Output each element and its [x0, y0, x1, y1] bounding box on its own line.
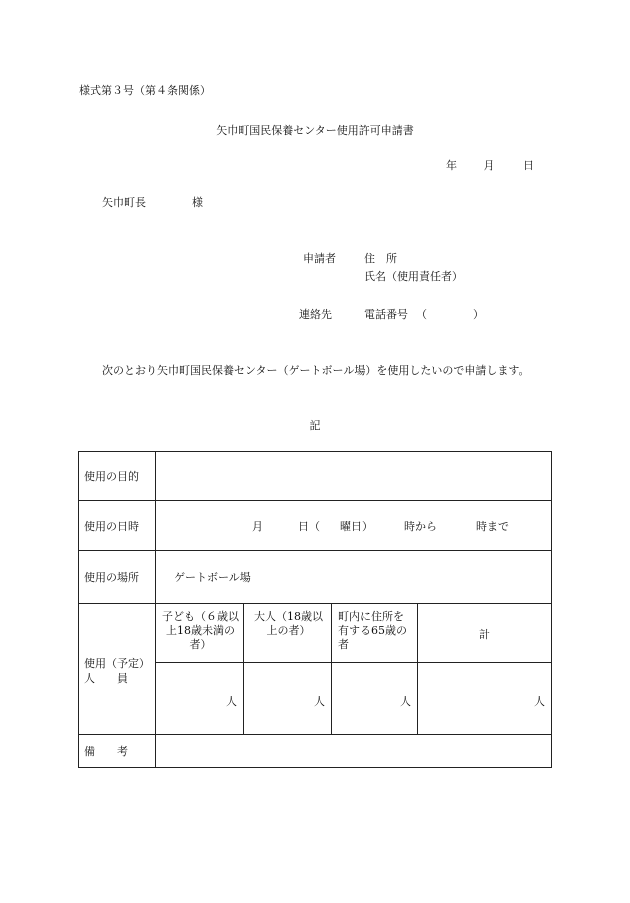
place-value: ゲートボール場 — [174, 571, 251, 584]
datetime-until: 時まで — [476, 520, 509, 533]
ki-heading: 記 — [309, 419, 321, 432]
purpose-label: 使用の目的 — [79, 452, 156, 500]
date-month-label: 月 — [483, 159, 495, 172]
unit-label: 人 — [400, 695, 411, 708]
people-header-seniors — [332, 604, 418, 663]
purpose-field[interactable] — [156, 452, 551, 500]
datetime-month: 月 — [252, 520, 263, 533]
contact-phone — [364, 306, 484, 322]
document-title: 矢巾町国民保養センター使用許可申請書 — [216, 124, 414, 137]
place-label: 使用の場所 — [79, 551, 156, 603]
purpose-row — [78, 451, 552, 501]
people-header-total-text: 計 — [479, 628, 490, 641]
applicant-label: 申請者 — [303, 252, 336, 265]
unit-label: 人 — [534, 695, 545, 708]
people-header-adults-text: 大人（18歳以上の者） — [254, 610, 323, 637]
datetime-weekday: 曜日） — [340, 520, 373, 533]
place-field[interactable] — [156, 551, 551, 603]
unit-label: 人 — [226, 695, 237, 708]
form-number: 様式第３号（第４条関係） — [79, 84, 211, 97]
addressee — [102, 194, 203, 210]
date-line — [446, 157, 534, 173]
people-count-adults[interactable] — [244, 663, 332, 734]
people-header-children — [156, 604, 244, 663]
people-header-total — [418, 604, 551, 663]
people-count-children[interactable] — [156, 663, 244, 734]
phone-label: 電話番号 — [364, 308, 408, 321]
place-row — [78, 550, 552, 604]
people-label-cell — [79, 604, 156, 734]
applicant-address-label: 住 所 — [364, 252, 397, 265]
unit-label: 人 — [314, 695, 325, 708]
applicant-name-label: 氏名（使用責任者） — [364, 270, 463, 283]
date-year-label: 年 — [446, 159, 457, 172]
phone-paren-open: （ — [416, 308, 427, 321]
datetime-label: 使用の日時 — [79, 501, 156, 550]
people-grid — [156, 604, 551, 734]
remarks-label: 備 考 — [79, 735, 156, 767]
people-header-seniors-text: 町内に住所を有する65歳の者 — [338, 610, 407, 651]
datetime-from: 時から — [404, 520, 437, 533]
addressee-honorific: 様 — [192, 196, 203, 209]
phone-paren-close: ） — [473, 308, 484, 321]
datetime-day: 日（ — [298, 520, 320, 533]
people-header-adults — [244, 604, 332, 663]
remarks-row — [78, 734, 552, 768]
people-label: 使用（予定）人 員 — [84, 657, 150, 685]
people-header-children-text: 子ども（６歳以上18歳未満の者） — [162, 610, 239, 651]
date-day-label: 日 — [523, 159, 534, 172]
request-text: 次のとおり矢巾町国民保養センター（ゲートボール場）を使用したいので申請します。 — [102, 364, 530, 377]
addressee-name: 矢巾町長 — [102, 196, 146, 209]
people-count-total[interactable] — [418, 663, 551, 734]
remarks-field[interactable] — [156, 735, 551, 767]
people-row — [78, 603, 552, 735]
contact-label: 連絡先 — [299, 308, 332, 321]
people-count-seniors[interactable] — [332, 663, 418, 734]
